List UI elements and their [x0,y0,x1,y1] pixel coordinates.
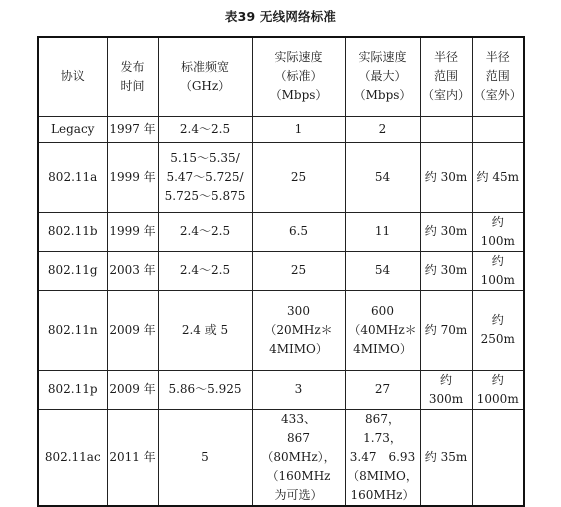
table-row [38,290,524,370]
table-row [38,370,524,409]
cell-speed-standard [252,290,345,370]
cell-range-outdoor [472,251,524,290]
cell-speed-standard [252,409,345,506]
table-row [38,409,524,506]
cell-line: 2009 年 [109,322,156,337]
cell-line: 为可选） [274,487,323,502]
cell-speed-max [345,370,420,409]
cell-bandwidth [158,290,252,370]
cell-bandwidth [158,212,252,251]
cell-line: 1 [294,121,303,136]
cell-range-indoor [420,142,472,212]
cell-line: 802.11a [48,169,98,184]
cell-release-year [107,116,158,142]
header-line: 半径 [485,50,510,65]
cell-speed-max [345,142,420,212]
cell-line: 1997 年 [109,121,156,136]
cell-speed-standard [252,212,345,251]
cell-line: 802.11p [47,382,98,396]
cell-line: 5.725～5.875 [164,188,246,203]
cell-range-outdoor [472,142,524,212]
cell-range-outdoor [472,116,524,142]
cell-line: Legacy [51,121,95,136]
cell-range-outdoor [472,290,524,370]
cell-line: 160MHz） [350,487,415,502]
header-line: 发布 [120,59,145,74]
cell-line: 约 250m [480,313,515,346]
cell-line: （40MHz＊ [348,322,417,337]
cell-release-year [107,370,158,409]
table-row [38,212,524,251]
cell-line: 3 [294,382,303,396]
cell-line: 802.11ac [44,449,101,464]
cell-line: 约 1000m [476,372,519,406]
cell-speed-standard [252,251,345,290]
cell-line: 54 [374,169,391,184]
cell-range-indoor [420,251,472,290]
cell-speed-max [345,290,420,370]
cell-line: 约 100m [480,214,515,248]
table-caption: 表39 无线网络标准 [224,9,337,24]
cell-line: 4MIMO） [269,341,328,356]
cell-line: 2009 年 [109,382,156,396]
cell-line: 1999 年 [109,169,156,184]
cell-line: 6.5 [288,224,309,238]
cell-protocol [38,142,107,212]
cell-range-indoor [420,409,472,506]
cell-line: 600 [371,303,394,318]
header-protocol [38,37,107,116]
cell-line: 4MIMO） [353,341,412,356]
cell-release-year [107,142,158,212]
cell-line: 802.11b [47,224,98,238]
cell-line: 5.15～5.35/ [170,150,240,165]
cell-line: （8MIMO， [347,468,418,483]
header-line: 实际速度 [274,50,323,65]
cell-line: 3.47 6.93 [349,449,416,464]
header-line: （标准） [274,69,323,84]
cell-line: 5 [201,449,209,464]
cell-line: 25 [290,263,307,277]
cell-line: 约 30m [424,263,468,277]
cell-line: 5.86～5.925 [168,382,242,396]
table-row [38,116,524,142]
cell-protocol [38,370,107,409]
cell-line: 2.4～2.5 [179,263,231,277]
cell-bandwidth [158,409,252,506]
cell-release-year [107,212,158,251]
cell-bandwidth [158,116,252,142]
table-row [38,251,524,290]
cell-speed-standard [252,370,345,409]
header-speed-max [345,37,420,116]
cell-speed-max [345,116,420,142]
cell-line: 约 300m [428,372,464,406]
header-line: （室内） [421,88,470,103]
cell-protocol [38,251,107,290]
header-line: （室外） [473,88,522,103]
cell-range-outdoor [472,370,524,409]
header-release-time [107,37,158,116]
header-range-outdoor [472,37,524,116]
cell-range-outdoor [472,409,524,506]
cell-line: 802.11g [47,263,98,277]
cell-line: 2.4 或 5 [181,322,229,337]
table-row [38,142,524,212]
wireless-standards-table [37,36,525,507]
cell-protocol [38,290,107,370]
cell-line: 867（80MHz）， [261,430,336,464]
cell-line: 5.47～5.725/ [166,169,244,184]
cell-speed-max [345,251,420,290]
cell-line: 27 [374,382,391,396]
header-row [38,37,524,116]
header-line: 标准频宽 [180,59,229,74]
cell-line: 约 45m [476,169,519,184]
cell-line: 约 70m [424,322,468,337]
cell-line: 约 100m [480,253,515,287]
header-line: 协议 [60,69,85,84]
cell-line: （160MHz [266,468,331,483]
cell-release-year [107,251,158,290]
cell-speed-standard [252,116,345,142]
cell-protocol [38,116,107,142]
cell-line: 300 [287,303,310,318]
cell-bandwidth [158,142,252,212]
header-range-indoor [420,37,472,116]
header-line: 范围 [485,69,510,84]
header-line: （GHz） [179,78,231,93]
header-line: 时间 [120,78,145,93]
cell-range-indoor [420,212,472,251]
cell-bandwidth [158,251,252,290]
cell-speed-max [345,212,420,251]
cell-bandwidth [158,370,252,409]
header-line: 范围 [433,69,458,84]
cell-range-indoor [420,116,472,142]
cell-line: 2003 年 [109,263,156,277]
cell-line: 54 [374,263,391,277]
cell-line: 2.4～2.5 [179,224,231,238]
header-bandwidth [158,37,252,116]
cell-line: 约 30m [424,169,468,184]
cell-line: 25 [290,169,307,184]
header-speed-standard [252,37,345,116]
cell-line: 867，1.73， [363,411,402,445]
header-line: （Mbps） [269,88,328,103]
cell-range-outdoor [472,212,524,251]
cell-range-indoor [420,290,472,370]
cell-line: 2011 年 [109,449,156,464]
cell-line: 11 [374,224,391,238]
cell-line: 433、 [281,411,316,426]
cell-line: 约 30m [424,224,468,238]
cell-line: 1999 年 [109,224,156,238]
header-line: 实际速度 [358,50,407,65]
header-line: 半径 [433,50,458,65]
cell-protocol [38,409,107,506]
cell-line: 2.4～2.5 [179,121,231,136]
cell-protocol [38,212,107,251]
cell-line: 2 [378,121,387,136]
cell-release-year [107,409,158,506]
cell-speed-standard [252,142,345,212]
cell-range-indoor [420,370,472,409]
cell-line: 802.11n [47,322,98,337]
header-line: （最大） [358,69,407,84]
cell-speed-max [345,409,420,506]
cell-release-year [107,290,158,370]
cell-line: （20MHz＊ [264,322,333,337]
header-line: （Mbps） [353,88,412,103]
cell-line: 约 35m [424,449,468,464]
